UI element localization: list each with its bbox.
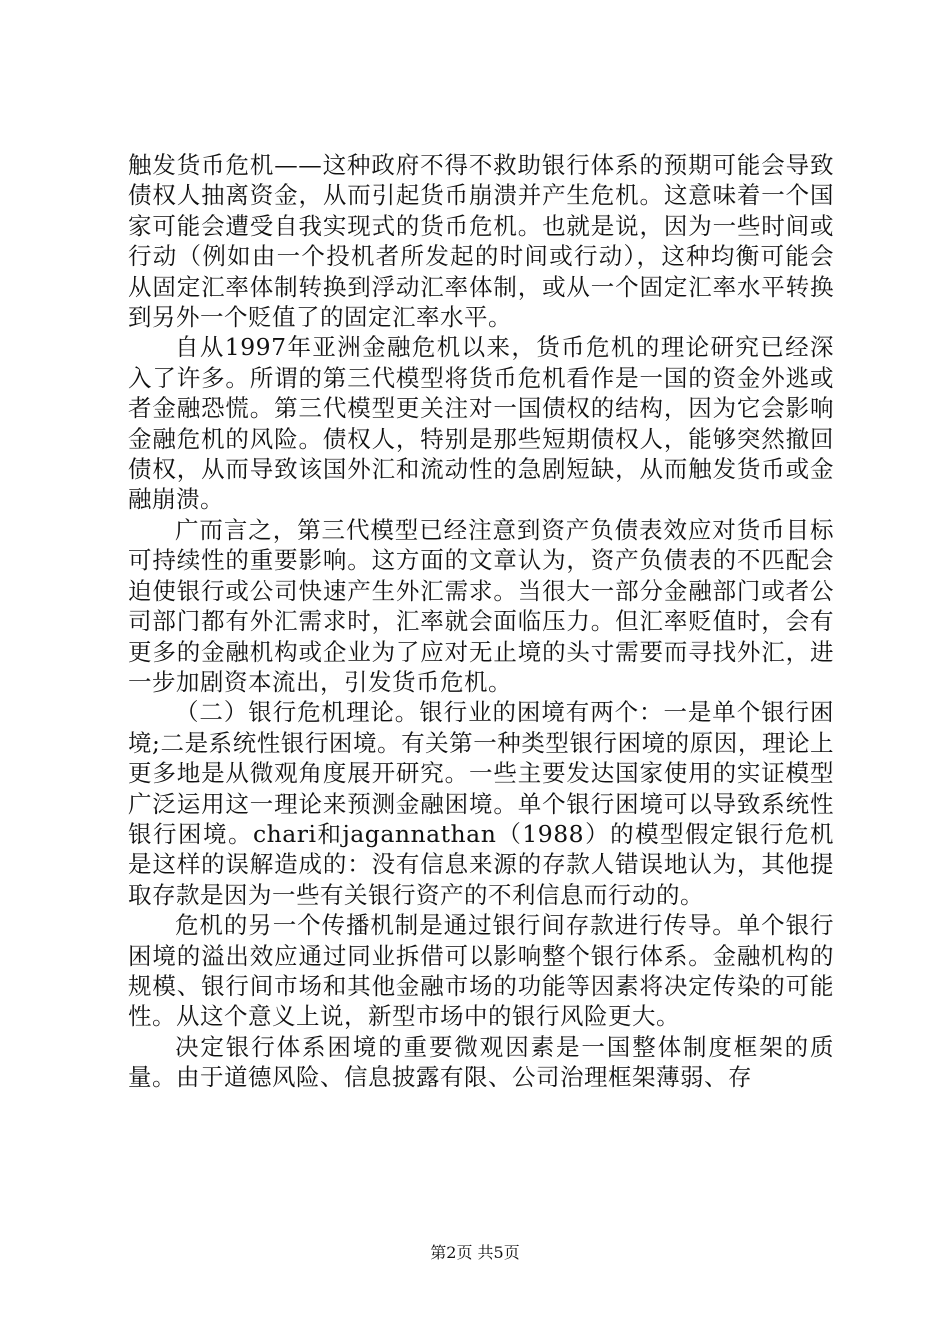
paragraph-6: 决定银行体系困境的重要微观因素是一国整体制度框架的质量。由于道德风险、信息披露有限、公司治理框架薄弱、存 <box>128 1032 834 1092</box>
paragraph-4: （二）银行危机理论。银行业的困境有两个：一是单个银行困境;二是系统性银行困境。有关第一种类型银行困境的原因，理论上更多地是从微观角度展开研究。一些主要发达国家使用的实证模型广泛运用这一理论来预测金融困境。单个银行困境可以导致系统性银行困境。chari和jagannathan（1988）的模型假定银行危机是这样的误解造成的：没有信息来源的存款人错误地认为，其他提取存款是因为一些有关银行资产的不利信息而行动的。 <box>128 698 834 909</box>
paragraph-5: 危机的另一个传播机制是通过银行间存款进行传导。单个银行困境的溢出效应通过同业拆借可以影响整个银行体系。金融机构的规模、银行间市场和其他金融市场的功能等因素将决定传染的可能性。从这个意义上说，新型市场中的银行风险更大。 <box>128 911 834 1031</box>
paragraph-1: 触发货币危机——这种政府不得不救助银行体系的预期可能会导致债权人抽离资金，从而引起货币崩溃并产生危机。这意味着一个国家可能会遭受自我实现式的货币危机。也就是说，因为一些时间或行动（例如由一个投机者所发起的时间或行动），这种均衡可能会从固定汇率体制转换到浮动汇率体制，或从一个固定汇率水平转换到另外一个贬值了的固定汇率水平。 <box>128 151 834 332</box>
body-text <box>128 150 834 1093</box>
paragraph-2: 自从1997年亚洲金融危机以来，货币危机的理论研究已经深入了许多。所谓的第三代模型将货币危机看作是一国的资金外逃或者金融恐慌。第三代模型更关注对一国债权的结构，因为它会影响金融危机的风险。债权人，特别是那些短期债权人，能够突然撤回债权，从而导致该国外汇和流动性的急剧短缺，从而触发货币或金融崩溃。 <box>128 333 834 514</box>
paragraph-3: 广而言之，第三代模型已经注意到资产负债表效应对货币目标可持续性的重要影响。这方面的文章认为，资产负债表的不匹配会迫使银行或公司快速产生外汇需求。当很大一部分金融部门或者公司部门都有外汇需求时，汇率就会面临压力。但汇率贬值时，会有更多的金融机构或企业为了应对无止境的头寸需要而寻找外汇，进一步加剧资本流出，引发货币危机。 <box>128 515 834 696</box>
page-footer: 第2页 共5页 <box>430 1243 520 1262</box>
